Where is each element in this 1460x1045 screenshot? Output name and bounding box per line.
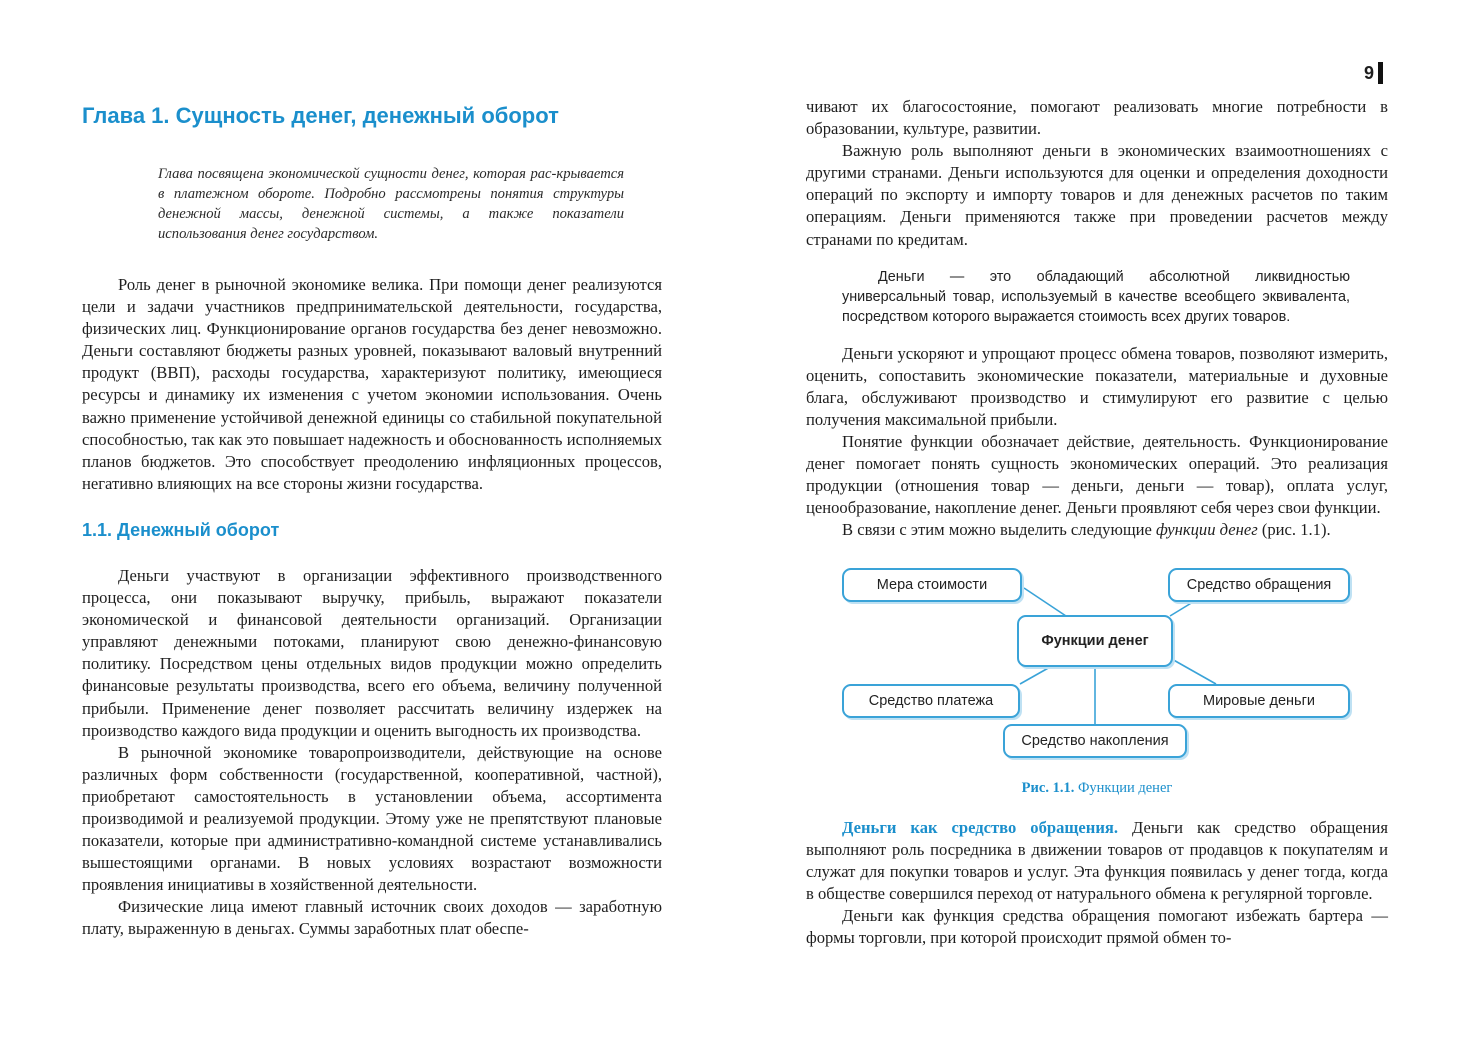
paragraph: Физические лица имеют главный источник своих доходов — заработную плату, выраженную в деньгах. Суммы заработных плат обеспе- [82,897,662,939]
right-page [806,96,1388,949]
page-number-text: 9 [1364,62,1375,83]
paragraph: Деньги как функция средства обращения помогают избежать бартера — формы торговли, при которой происходит прямой обмен то- [806,905,1388,947]
left-page [82,96,662,941]
chapter-abstract: Глава посвящена экономической сущности денег, которая рас-крывается в платежном обороте. Подробно рассмотрены понятия структуры денежной массы, денежной системы, а также показатели использования денег государством. [158,166,624,242]
section-title: 1.1. Денежный оборот [82,519,280,540]
paragraph: В рыночной экономике товаропроизводители, действующие на основе различных форм собственности (государственной, кооперативной, частной), приобретают самостоятельность в установлении объема, ассортимента производимой и реализуемой продукции. Этому уже не препятствуют плановые показатели, которые при административно-командной системе устанавливались вышестоящими органами. В новых условиях возрастают возможности проявления инициативы в хозяйственной деятельности. [82,742,662,895]
connector-line [1024,588,1066,616]
caption-number: Рис. 1.1. [1021,779,1075,796]
paragraph [806,817,1388,905]
connector-line [1170,658,1216,684]
diagram-node-circulation: Средство обращения [1168,568,1350,602]
diagram-node-center: Функции денег [1017,615,1173,667]
paragraph: чивают их благосостояние, помогают реализовать многие потребности в образовании, культуре, развитии. [806,97,1388,139]
text-run: Деньги как средство обращения выполняют роль посредника в движении товаров от продавцов к покупателям и служат для покупки товаров и услуг. Эта функция появилась у денег тогда, когда в обществе совершился переход от натурального обмена к регулярной торговле. [806,817,1388,903]
highlighted-term: Деньги как средство обращения. [842,817,1119,837]
functions-diagram [806,558,1388,768]
italic-term: функции денег [1156,520,1258,540]
paragraph: Понятие функции обозначает действие, деятельность. Функционирование денег помогает понять сущность экономических операций. Это реализация продукции (отношения товар — деньги, деньги — товар), оплата услуг, ценообразование, накопление денег. Деньги проявляют себя через свои функции. [806,432,1388,518]
page-number [1364,62,1383,84]
paragraph [806,519,1388,541]
page-number-bar [1378,62,1383,84]
diagram-node-payment: Средство платежа [842,684,1020,718]
paragraph: Важную роль выполняют деньги в экономических взаимоотношениях с другими странами. Деньги используются для оценки и определения доходности операций по экспорту и импорту товаров и для денежных расчетов по таким операциям. Деньги применяются также при проведении расчетов между странами по кредитам. [806,141,1388,249]
diagram-node-world-money: Мировые деньги [1168,684,1350,718]
chapter-title: Глава 1. Сущность денег, денежный оборот [82,103,559,128]
definition-block: Деньги — это обладающий абсолютной ликвидностью универсальный товар, используемый в качестве всеобщего эквивалента, посредством которого выражается стоимость всех других товаров. [842,268,1350,325]
text-run: (рис. 1.1). [1257,520,1331,540]
diagram-node-accumulation: Средство накопления [1003,724,1187,758]
figure-caption [806,780,1388,797]
diagram-node-measure: Мера стоимости [842,568,1022,602]
paragraph: Деньги ускоряют и упрощают процесс обмена товаров, позволяют измерить, оценить, сопоставить экономические показатели, материальные и духовные блага, обслуживают производство и стимулируют его развитие с целью получения максимальной прибыли. [806,343,1388,429]
text-run: В связи с этим можно выделить следующие [842,520,1157,540]
caption-text: Функции денег [1077,779,1173,796]
paragraph: Роль денег в рыночной экономике велика. При помощи денег реализуются цели и задачи участников предпринимательской деятельности, государства, физических лиц. Функционирование органов государства без денег невозможно. Деньги составляют бюджеты разных уровней, показывают валовый внутренний продукт (ВВП), расходы государства, характеризуют политику, имеющиеся ресурсы и динамику их изменения с учетом экономии использования. Очень важно применение устойчивой денежной единицы со стабильной покупательной способностью, так как это повышает надежность и обоснованность исполняемых планов бюджетов. Это способствует преодолению инфляционных процессов, негативно влияющих на все стороны жизни государства. [82,275,662,493]
paragraph: Деньги участвуют в организации эффективного производственного процесса, они показывают выручку, прибыль, выражают показатели экономической и финансовой деятельности организаций. Организации управляют денежными потоками, планируют свою денежно-финансовую политику. Посредством цены отдельных видов продукции можно определить финансовые результаты производства, всего его объема, величину полученной прибыли. Применение денег позволяет рассчитать величину издержек на производство каждого вида продукции и оценить выгодность их производства. [82,565,662,740]
